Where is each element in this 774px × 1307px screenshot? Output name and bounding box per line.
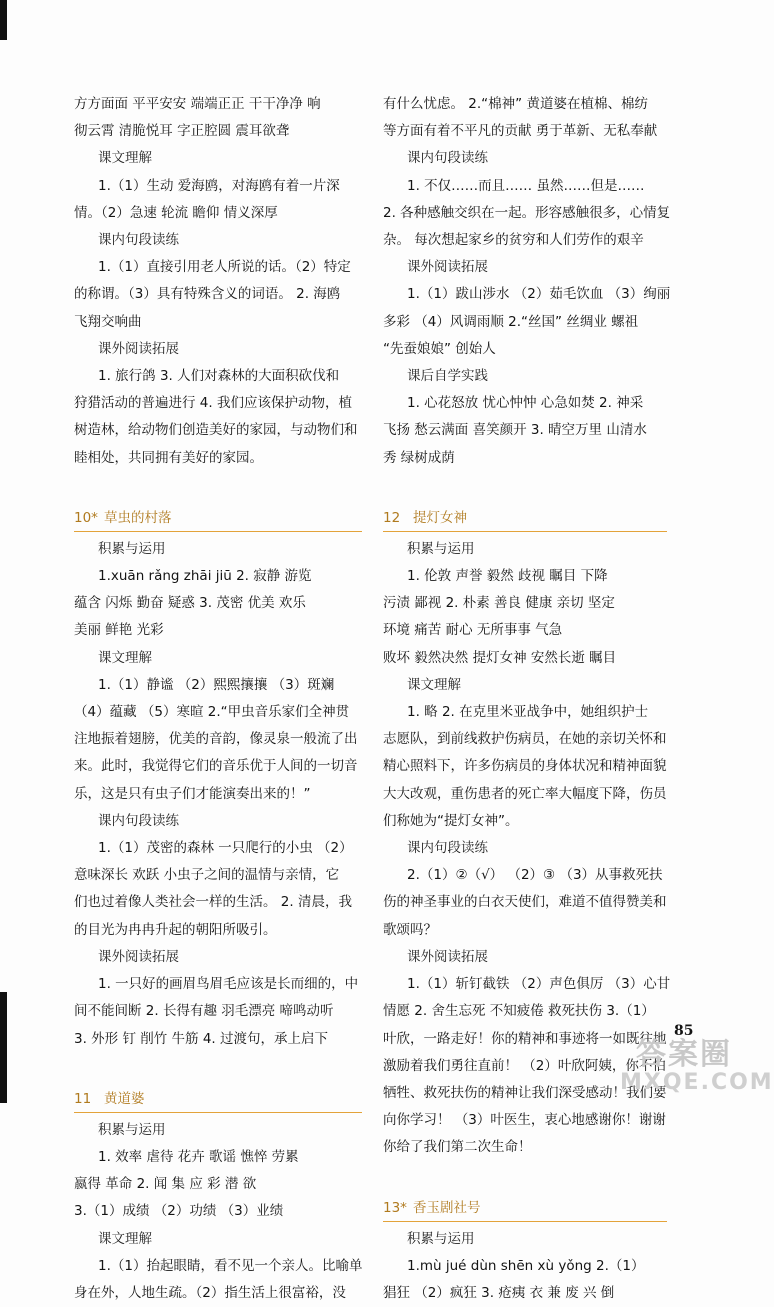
lesson-heading: [74, 1086, 362, 1113]
answer-line: 情愿 2. 舍生忘死 不知疲倦 救死扶伤 3.（1）: [383, 1003, 655, 1020]
answer-line: 1.mù jué dùn shēn xù yǒng 2.（1）: [407, 1257, 645, 1274]
answer-line: 方方面面 平平安安 端端正正 干干净净 响: [74, 96, 321, 112]
answer-line: 注地振着翅膀，优美的音韵，像灵泉一般流了出: [74, 731, 358, 748]
subsection-heading: 课文理解: [407, 676, 461, 693]
answer-line: 多彩 （4）风调雨顺 2.“丝国” 丝绸业 螺祖: [383, 313, 639, 330]
answer-line: 1. 心花怒放 忧心忡忡 心急如焚 2. 神采: [407, 395, 644, 412]
answer-line: 1. 效率 虐待 花卉 歌谣 憔悴 劳累: [98, 1148, 299, 1165]
lesson-title: 香玉剧社号: [413, 1199, 481, 1216]
subsection-heading: 课外阅读拓展: [407, 948, 488, 965]
subsection-heading: 积累与运用: [407, 540, 475, 557]
answer-line: 1.xuān rǎng zhāi jiū 2. 寂静 游览: [98, 568, 312, 585]
answer-line: 1.（1）斩钉截铁 （2）声色俱厉 （3）心甘: [407, 976, 671, 993]
answer-line: 彻云霄 清脆悦耳 字正腔圆 震耳欲聋: [74, 123, 290, 140]
lesson-number: 10*: [74, 509, 98, 526]
answer-line: 们称她为“提灯女神”。: [383, 812, 519, 829]
answer-line: 意味深长 欢跃 小虫子之间的温情与亲情，它: [74, 867, 340, 884]
subsection-heading: 课文理解: [98, 150, 152, 167]
answer-line: 嬴得 革命 2. 闻 集 应 彩 潜 欲: [74, 1176, 257, 1193]
answer-line: 们也过着像人类社会一样的生活。 2. 清晨，我: [74, 894, 352, 911]
answer-line: 3. 外形 钉 削竹 牛筋 4. 过渡句，承上启下: [74, 1030, 329, 1047]
lesson-heading: [383, 1195, 667, 1222]
lesson-heading: [383, 505, 667, 532]
subsection-heading: 课外阅读拓展: [407, 259, 488, 276]
subsection-heading: 课内句段读练: [98, 812, 179, 829]
answer-line: 1. 不仅……而且…… 虽然……但是……: [407, 177, 645, 194]
subsection-heading: 课后自学实践: [407, 368, 488, 385]
answer-line: 1.（1）抬起眼睛，看不见一个亲人。比喻单: [98, 1257, 363, 1274]
answer-line: 精心照料下，许多伤病员的身体状况和精神面貌: [383, 758, 667, 775]
spacer: [383, 472, 667, 499]
answer-line: 有什么忧虑。 2.“棉神” 黄道婆在植棉、棉纺: [383, 96, 648, 112]
subsection-heading: 积累与运用: [407, 1230, 475, 1247]
subsection-heading: 积累与运用: [98, 1121, 166, 1138]
binding-edge-top: [0, 0, 7, 40]
answer-line: 激励着我们勇往直前！ （2）叶欣阿姨，你不怕: [383, 1057, 666, 1074]
subsection-heading: 课内句段读练: [98, 232, 179, 249]
answer-line: 等方面有着不平凡的贡献 勇于革新、无私奉献: [383, 123, 658, 140]
answer-line: 环境 痛苦 耐心 无所事事 气急: [383, 622, 563, 639]
answer-line: 2.（1）②（√） （2）③ （3）从事救死扶: [407, 867, 663, 884]
answer-line: 的目光为冉冉升起的朝阳所吸引。: [74, 921, 277, 938]
subsection-heading: 积累与运用: [98, 540, 166, 557]
subsection-heading: 课外阅读拓展: [98, 340, 179, 357]
answer-line: 秀 绿树成荫: [383, 449, 455, 466]
answer-line: 杂。 每次想起家乡的贫穷和人们劳作的艰辛: [383, 232, 644, 249]
answer-line: “先蚕娘娘” 创始人: [383, 340, 496, 357]
watermark-logo-text: 答案圈: [636, 1037, 732, 1072]
answer-line: 身在外，人地生疏。（2）指生活上很富裕，没: [74, 1284, 346, 1301]
answer-line: 1. 旅行鸽 3. 人们对森林的大面积砍伐和: [98, 368, 340, 385]
answer-line: 2. 各种感触交织在一起。形容感触很多，心情复: [383, 204, 671, 221]
answer-line: 睦相处，共同拥有美好的家园。: [74, 449, 263, 466]
answer-line: 1.（1）跋山涉水 （2）茹毛饮血 （3）绚丽: [407, 286, 671, 303]
lesson-title: 黄道婆: [104, 1090, 145, 1107]
answer-line: 1. 伦敦 声誉 毅然 歧视 瞩目 下降: [407, 568, 608, 585]
answer-line: 1.（1）生动 爱海鸥，对海鸥有着一片深: [98, 177, 340, 194]
answer-line: 1. 略 2. 在克里米亚战争中，她组织护士: [407, 704, 649, 721]
answer-line: 蕴含 闪烁 勤奋 疑惑 3. 茂密 优美 欢乐: [74, 595, 306, 612]
answer-line: 来。此时，我觉得它们的音乐优于人间的一切音: [74, 758, 358, 775]
answer-line: 3.（1）成绩 （2）功绩 （3）业绩: [74, 1203, 284, 1220]
subsection-heading: 课内句段读练: [407, 840, 488, 857]
answer-line: 飞扬 愁云满面 喜笑颜开 3. 晴空万里 山清水: [383, 422, 647, 439]
answer-line: 叶欣，一路走好！你的精神和事迹将一如既往地: [383, 1030, 667, 1047]
watermark-url: MXQE.COM: [620, 1070, 774, 1095]
answer-line: 牺牲、救死扶伤的精神让我们深受感动！我们要: [383, 1084, 667, 1101]
answer-line: 你给了我们第二次生命！: [383, 1139, 532, 1156]
lesson-title: 提灯女神: [413, 509, 467, 526]
answer-line: 的称谓。（3）具有特殊含义的词语。 2. 海鸥: [74, 286, 341, 303]
answer-line: 志愿队，到前线救护伤病员，在她的亲切关怀和: [383, 731, 667, 748]
subsection-heading: 课文理解: [98, 649, 152, 666]
watermark-logo: [620, 1037, 774, 1100]
subsection-heading: 课内句段读练: [407, 150, 488, 167]
lesson-number: 12: [383, 509, 401, 526]
answer-line: 大大改观，重伤患者的死亡率大幅度下降，伤员: [383, 785, 667, 802]
answer-line: 1.（1）茂密的森林 一只爬行的小虫 （2）: [98, 840, 353, 857]
answer-line: 狩猎活动的普遍进行 4. 我们应该保护动物，植: [74, 395, 352, 412]
answer-line: （4）蕴藏 （5）寒暄 2.“甲虫音乐家们全神贯: [74, 704, 350, 721]
answer-line: 飞翔交响曲: [74, 313, 142, 330]
spacer: [74, 472, 362, 499]
answer-line: 败坏 毅然决然 提灯女神 安然长逝 瞩目: [383, 649, 617, 666]
answer-line: 伤的神圣事业的白衣天使们，难道不值得赞美和: [383, 894, 667, 911]
lesson-title: 草虫的村落: [104, 509, 172, 526]
lesson-number: 11: [74, 1090, 92, 1107]
answer-line: 乐，这是只有虫子们才能演奏出来的！”: [74, 785, 311, 802]
answer-line: 树造林，给动物们创造美好的家园，与动物们和: [74, 422, 358, 439]
lesson-heading: [74, 505, 362, 532]
answer-line: 1. 一只好的画眉鸟眉毛应该是长而细的，中: [98, 976, 359, 993]
right-column: [383, 91, 671, 1307]
binding-edge-bottom: [0, 992, 7, 1103]
answer-line: 间不能间断 2. 长得有趣 羽毛漂亮 啼鸣动听: [74, 1003, 334, 1020]
subsection-heading: 课文理解: [98, 1230, 152, 1247]
lesson-number: 13*: [383, 1199, 407, 1216]
left-column: [74, 91, 362, 1307]
answer-line: 向你学习！ （3）叶医生，衷心地感谢你！谢谢: [383, 1112, 666, 1129]
answer-line: 情。（2）急速 轮流 瞻仰 情义深厚: [74, 204, 278, 221]
answer-line: 污渍 鄙视 2. 朴素 善良 健康 亲切 坚定: [383, 595, 615, 612]
answer-line: 1.（1）直接引用老人所说的话。（2）特定: [98, 259, 351, 276]
answer-line: 1.（1）静谧 （2）熙熙攘攘 （3）斑斓: [98, 676, 335, 693]
subsection-heading: 课外阅读拓展: [98, 948, 179, 965]
answer-line: 歌颂吗？: [383, 921, 437, 938]
page-number: 85: [674, 1023, 694, 1039]
answer-line: 美丽 鲜艳 光彩: [74, 622, 164, 639]
answer-line: 猖狂 （2）疯狂 3. 疮痍 衣 兼 废 兴 倒: [383, 1284, 615, 1301]
spacer: [74, 1053, 362, 1080]
spacer: [383, 1162, 667, 1189]
